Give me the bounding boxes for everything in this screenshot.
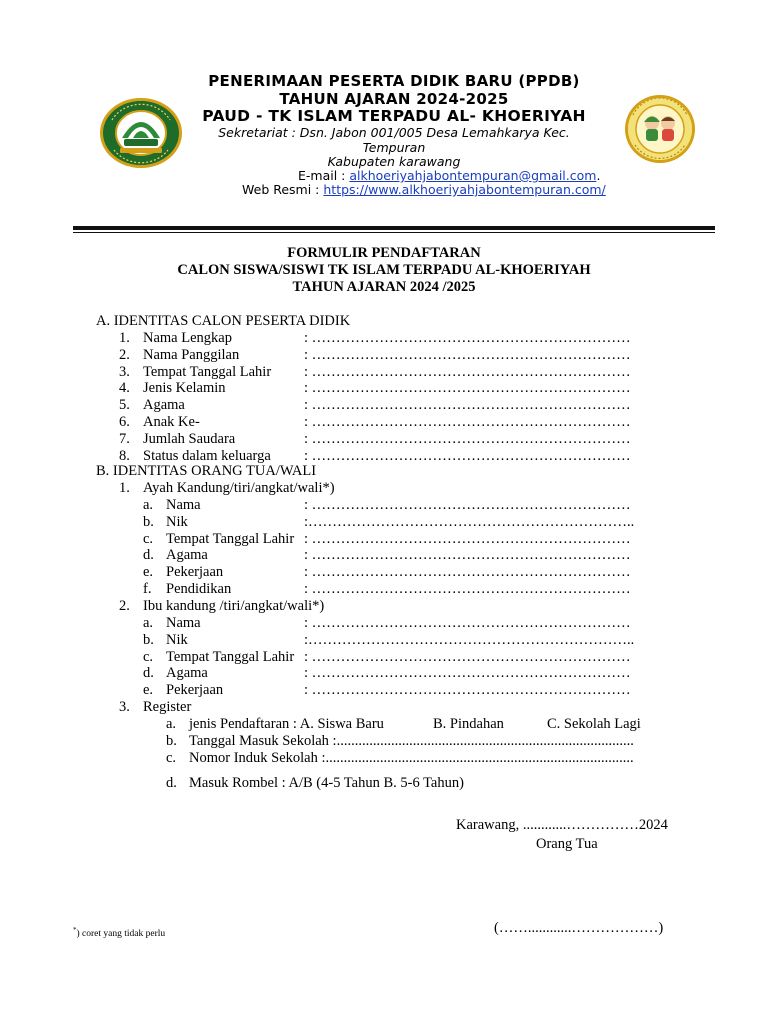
website-link[interactable]: https://www.alkhoeriyahjabontempuran.com/	[323, 182, 606, 197]
email-suffix: .	[596, 168, 601, 183]
header-address-line3: Kabupaten karawang	[327, 154, 461, 169]
signature-name-line[interactable]: (……............………………)	[494, 920, 664, 936]
student-field-fill-line[interactable]: : …………………………………………………………	[304, 330, 631, 346]
mother-field-fill-line[interactable]: : …………………………………………………………	[304, 615, 631, 631]
student-field-number: 2.	[119, 346, 130, 363]
student-field-label: Nama Lengkap	[143, 330, 232, 346]
father-field-fill-line[interactable]: : …………………………………………………………	[304, 497, 631, 513]
student-field-number: 7.	[119, 430, 130, 447]
father-field-number: c.	[143, 530, 154, 547]
school-foundation-logo	[100, 98, 182, 168]
father-field-number: b.	[143, 513, 154, 530]
student-field-number: 8.	[119, 447, 130, 464]
student-field-number: 5.	[119, 397, 130, 414]
mother-field-label: Nama	[166, 615, 201, 631]
student-field-label: Jumlah Saudara	[143, 430, 236, 447]
header-title-ppdb: PENERIMAAN PESERTA DIDIK BARU (PPDB)	[208, 72, 580, 90]
student-field-label: Agama	[143, 397, 185, 414]
student-field-number: 4.	[119, 380, 130, 397]
father-field-number: d.	[143, 547, 154, 564]
registration-option-transfer[interactable]: B. Pindahan	[433, 716, 504, 732]
register-a-num: a.	[166, 716, 177, 732]
register-b-num: b.	[166, 733, 177, 749]
mother-field-number: c.	[143, 648, 154, 665]
header-address-line2: Tempuran	[362, 140, 426, 155]
form-school-year: TAHUN AJARAN 2024 /2025	[292, 279, 476, 295]
section-a-heading: A. IDENTITAS CALON PESERTA DIDIK	[96, 313, 351, 329]
mother-field-label: Nik	[166, 631, 188, 648]
mother-field-label: Pekerjaan	[166, 682, 224, 699]
school-id-number-field[interactable]: Nomor Induk Sekolah :.....................................................................................	[189, 750, 634, 766]
father-field-number: a.	[143, 497, 154, 513]
student-field-fill-line[interactable]: : …………………………………………………………	[304, 397, 631, 414]
footnote-marker: *	[73, 926, 77, 934]
mother-field-label: Agama	[166, 665, 208, 682]
header-school-name: PAUD - TK ISLAM TERPADU AL- KHOERIYAH	[202, 107, 586, 125]
student-field-fill-line[interactable]: : …………………………………………………………	[304, 447, 631, 464]
father-heading-num: 1.	[119, 480, 130, 496]
signature-role: Orang Tua	[536, 836, 598, 852]
student-field-fill-line[interactable]: : …………………………………………………………	[304, 363, 631, 380]
mother-field-number: e.	[143, 682, 154, 699]
register-heading: Register	[143, 699, 192, 715]
header-divider-thick	[73, 226, 715, 230]
student-field-fill-line[interactable]: : …………………………………………………………	[304, 414, 631, 430]
mother-field-fill-line[interactable]: : …………………………………………………………	[304, 682, 631, 699]
student-field-fill-line[interactable]: : …………………………………………………………	[304, 346, 631, 363]
father-field-label: Nik	[166, 513, 188, 530]
father-field-fill-line[interactable]: : …………………………………………………………	[304, 547, 631, 564]
father-field-number: e.	[143, 564, 154, 581]
mother-field-fill-line[interactable]: : …………………………………………………………	[304, 648, 631, 665]
mother-field-number: b.	[143, 631, 154, 648]
footnote	[73, 922, 165, 943]
register-c-num: c.	[166, 750, 177, 766]
class-group-field[interactable]: Masuk Rombel : A/B (4-5 Tahun B. 5-6 Tahun)	[189, 775, 464, 791]
student-field-label: Anak Ke-	[143, 414, 200, 430]
father-field-fill-line[interactable]: : …………………………………………………………	[304, 564, 631, 581]
father-field-label: Pekerjaan	[166, 564, 224, 581]
header-website-row	[242, 182, 606, 197]
student-field-label: Tempat Tanggal Lahir	[143, 363, 272, 380]
registration-type-field[interactable]: jenis Pendaftaran : A. Siswa Baru	[189, 716, 384, 732]
student-field-label: Jenis Kelamin	[143, 380, 226, 397]
father-field-number: f.	[143, 581, 152, 597]
mother-heading: Ibu kandung /tiri/angkat/wali*)	[143, 598, 325, 614]
header-divider-thin	[73, 232, 715, 233]
register-num: 3.	[119, 699, 130, 715]
student-field-number: 6.	[119, 414, 130, 430]
footnote-text: ) coret yang tidak perlu	[76, 929, 166, 940]
form-title: FORMULIR PENDAFTARAN	[287, 245, 481, 261]
form-subtitle: CALON SISWA/SISWI TK ISLAM TERPADU AL-KHOERIYAH	[177, 262, 591, 278]
mother-field-number: d.	[143, 665, 154, 682]
student-field-fill-line[interactable]: : …………………………………………………………	[304, 380, 631, 397]
registration-option-return[interactable]: C. Sekolah Lagi	[547, 716, 641, 732]
student-field-number: 3.	[119, 363, 130, 380]
school-entry-date-field[interactable]: Tanggal Masuk Sekolah :..................................................................................	[189, 733, 634, 749]
student-field-label: Status dalam keluarga	[143, 447, 271, 464]
register-d-num: d.	[166, 775, 177, 791]
section-b-heading: B. IDENTITAS ORANG TUA/WALI	[96, 463, 317, 479]
header-address-line1: Sekretariat : Dsn. Jabon 001/005 Desa Lemahkarya Kec.	[218, 125, 570, 140]
student-field-number: 1.	[119, 330, 130, 346]
father-field-fill-line[interactable]: : …………………………………………………………	[304, 530, 631, 547]
mother-heading-num: 2.	[119, 598, 130, 614]
father-field-fill-line[interactable]: :…………………………………………………………..	[304, 513, 635, 530]
father-field-fill-line[interactable]: : …………………………………………………………	[304, 581, 631, 597]
father-field-label: Tempat Tanggal Lahir	[166, 530, 295, 547]
email-label: E-mail :	[298, 168, 350, 183]
student-field-fill-line[interactable]: : …………………………………………………………	[304, 430, 631, 447]
mother-field-fill-line[interactable]: : …………………………………………………………	[304, 665, 631, 682]
father-heading: Ayah Kandung/tiri/angkat/wali*)	[143, 480, 335, 496]
mother-field-label: Tempat Tanggal Lahir	[166, 648, 295, 665]
website-label: Web Resmi :	[242, 182, 324, 197]
email-link[interactable]: alkhoeriyahjabontempuran@gmail.com	[349, 168, 597, 183]
kindergarten-logo	[625, 95, 695, 163]
signature-place-date[interactable]: Karawang, ............……………2024	[456, 817, 668, 833]
mother-field-number: a.	[143, 615, 154, 631]
student-field-label: Nama Panggilan	[143, 346, 240, 363]
father-field-label: Nama	[166, 497, 201, 513]
header-email-row	[298, 168, 600, 183]
mother-field-fill-line[interactable]: :…………………………………………………………..	[304, 631, 635, 648]
header-school-year: TAHUN AJARAN 2024-2025	[279, 90, 509, 108]
father-field-label: Agama	[166, 547, 208, 564]
father-field-label: Pendidikan	[166, 581, 232, 597]
